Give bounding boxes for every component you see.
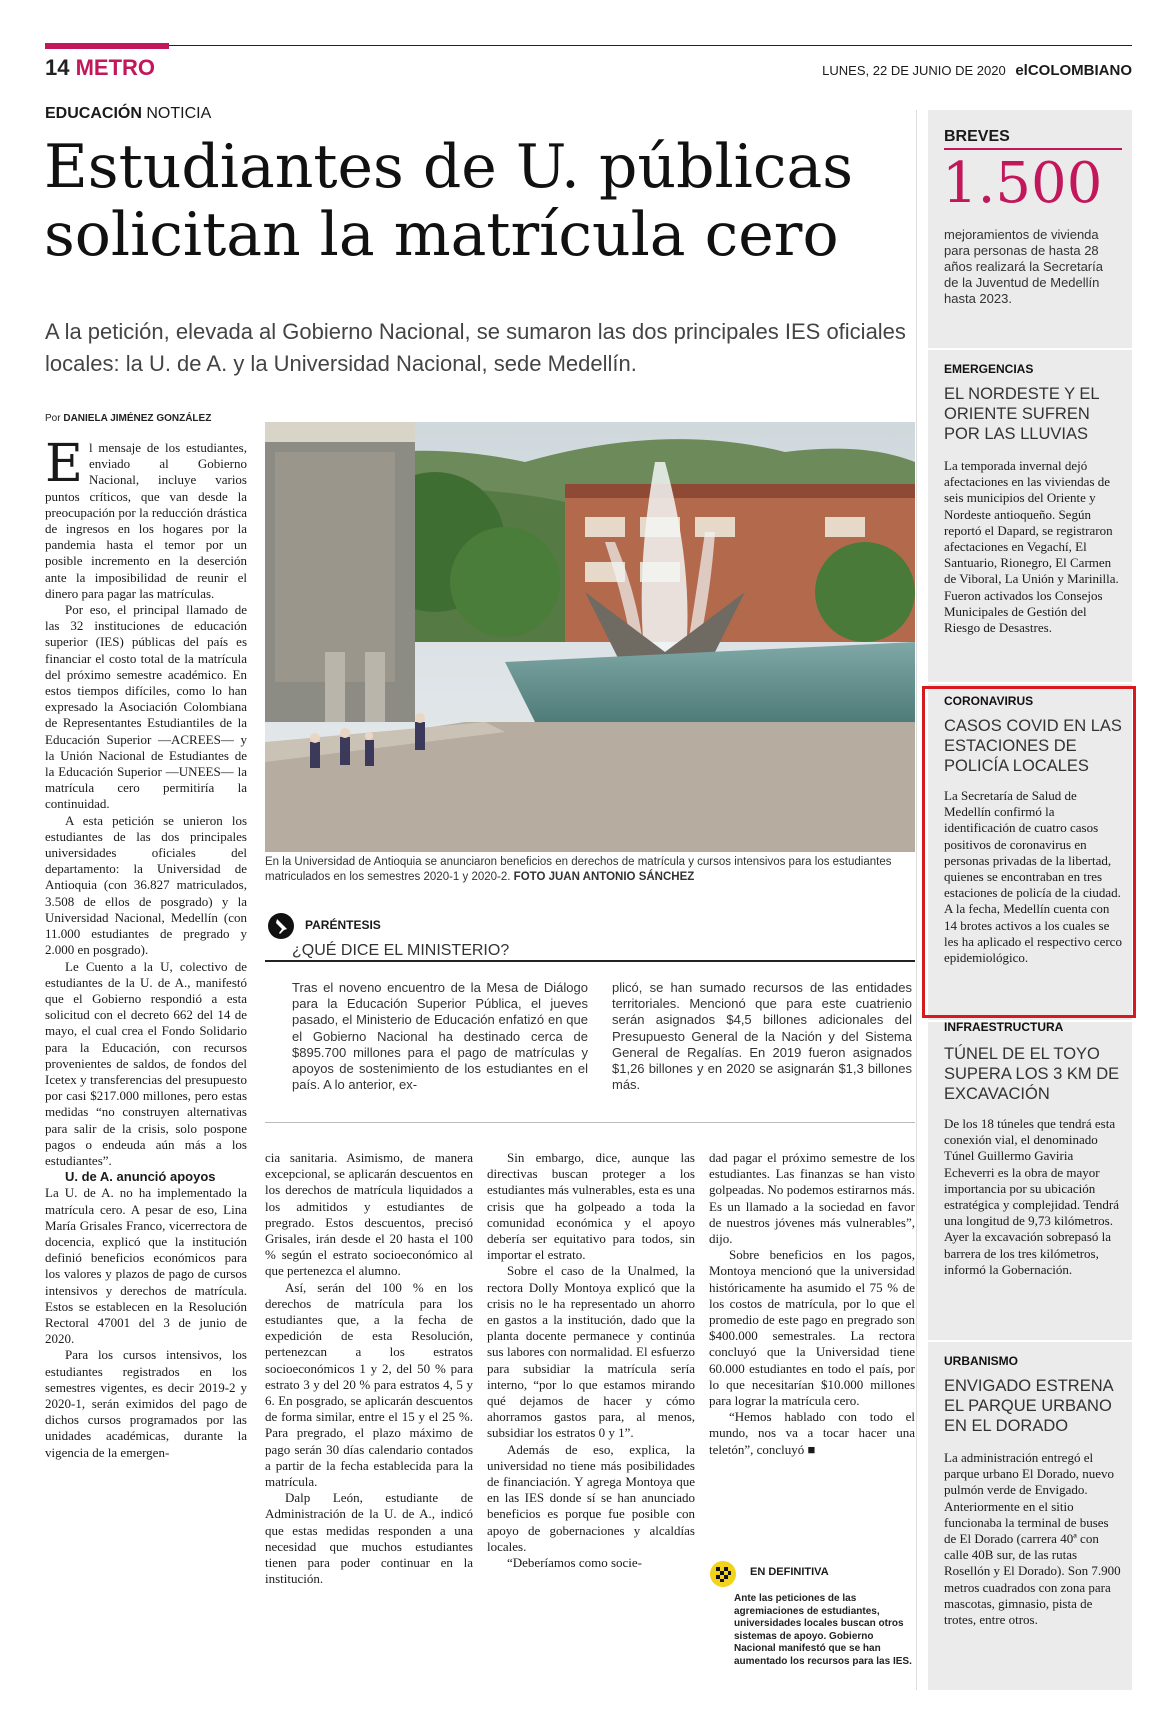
- en-definitiva-label: EN DEFINITIVA: [750, 1566, 829, 1578]
- byline: [45, 413, 211, 424]
- campus-fountain-illustration: [265, 422, 915, 852]
- sidebar-divider: [928, 1340, 1132, 1342]
- article-column-3: [487, 1150, 695, 1571]
- pin-icon: [267, 912, 295, 940]
- paragraph: Para los cursos intensivos, los estudiantes registrados en los semestres vigentes, es decir 2019-2 y 2020-1, serán eximidos del pago de dichos cursos programados por las unidades académicas, durante la vigencia de la emergen-: [45, 1347, 247, 1460]
- top-rule: [45, 45, 1132, 46]
- article-photo: [265, 422, 915, 852]
- caption-text: En la Universidad de Antioquia se anunciaron beneficios en derechos de matrícula y cursos intensivos para los estudiantes matriculados en los semestres 2020-1 y 2020-2.: [265, 856, 892, 883]
- article-column-2: [265, 1150, 473, 1587]
- brief-body-coronavirus: La Secretaría de Salud de Medellín confirmó la identificación de cuatro casos positivos de coronavirus en personas privadas de la libertad, quienes se encontraban en tres estaciones de policía de la ciudad. A la fecha, Medellín cuenta con 14 brotes activos a los cuales se les ha aplicado el respectivo cerco epidemiológico.: [944, 788, 1122, 966]
- brief-title-coronavirus: CASOS COVID EN LAS ESTACIONES DE POLICÍA LOCALES: [944, 717, 1122, 775]
- parentesis-text-col-1: Tras el noveno encuentro de la Mesa de Diálogo para la Educación Superior Pública, el jueves pasado, el Ministerio de Educación enfatizó en que el Gobierno Nacional ha destinado cerca de $895.700 millones para el pago de matrículas y apoyos de sostenimiento de los estudiantes en el país. A lo anterior, ex-: [292, 980, 588, 1093]
- breves-label: BREVES: [944, 128, 1010, 145]
- highlight-box-coronavirus: [922, 686, 1136, 1018]
- paragraph: A esta petición se unieron los estudiantes de las dos principales universidades oficiales del departamento: la Universidad de Antioquia (con 36.827 matriculados, 3.508 de ellos de posgrado) y la Universidad Nacional, Medellín (con 11.000 estudiantes de pregrado y 2.000 en posgrado).: [45, 812, 247, 958]
- brief-kicker-infraestructura: INFRAESTRUCTURA: [944, 1020, 1064, 1034]
- paragraph: Así, serán del 100 % en los derechos de matrícula para los estudiantes que, a la fecha de expedición de esta Resolución, pertenezcan a los estratos socioeconómicos 1 y 2, del 50 % para estrato 3 y del 20 % para estratos 4, 5 y 6. En posgrado, se aplicarán descuentos de forma similar, entre el 15 y el 25 %. Para pregrado, el plazo máximo de pago serán 30 días calendario contados a partir de la fecha establecida para la matrícula.: [265, 1279, 473, 1490]
- brief-kicker-emergencias: EMERGENCIAS: [944, 362, 1034, 376]
- kicker-type: NOTICIA: [146, 105, 212, 122]
- section-name: METRO: [75, 55, 156, 80]
- brief-title-emergencias: EL NORDESTE Y EL ORIENTE SUFREN POR LAS LLUVIAS: [944, 385, 1099, 443]
- paragraph: cia sanitaria. Asimismo, de manera excepcional, se aplicarán descuentos en los derechos de matrícula liquidados a los admitidos y estudiantes de pregrado. Estos descuentos, precisó Grisales, irán desde el 20 hasta el 100 % según el estrato socioeconómico al que pertenezca el alumno.: [265, 1150, 473, 1279]
- photo-credit: FOTO JUAN ANTONIO SÁNCHEZ: [513, 871, 695, 883]
- paragraph: Por eso, el principal llamado de las 32 instituciones de educación superior (IES) públicas del país es financiar el costo total de la matrícula del próximo semestre académico. En estos tiempos difíciles, como lo han expresado la Asociación Colombiana de Representantes Estudiantiles de la Educación Superior —ACREES— y la Unión Nacional de Estudiantes de la Educación Superior —UNEES— la matrícula cero permitiría la continuidad.: [45, 602, 247, 812]
- brief-title-urbanismo: ENVIGADO ESTRENA EL PARQUE URBANO EN EL DORADO: [944, 1377, 1113, 1435]
- brief-kicker-urbanismo: URBANISMO: [944, 1354, 1018, 1368]
- breves-figure-text: mejoramientos de vivienda para personas de hasta 28 años realizará la Secretaría de la Juventud de Medellín hasta 2023.: [944, 227, 1103, 306]
- parentesis-bottom-rule: [265, 1122, 915, 1123]
- paragraph: Sin embargo, dice, aunque las directivas buscan proteger a los estudiantes más vulnerables, esta es una crisis que ha golpeado a toda la comunidad económica y el apoyo debería ser equitativo para todos, sin importar el estrato.: [487, 1150, 695, 1263]
- photo-caption: [265, 855, 915, 885]
- en-definitiva-text: Ante las peticiones de las agremiaciones de estudiantes, universidades locales buscan otros sistemas de apoyo. Gobierno Nacional manifestó que se han aumentado los recursos para las IES.: [734, 1593, 912, 1667]
- brief-title-infraestructura: TÚNEL DE EL TOYO SUPERA LOS 3 KM DE EXCAVACIÓN: [944, 1045, 1120, 1103]
- parentesis-kicker: PARÉNTESIS: [305, 918, 381, 932]
- page-number: 14: [45, 55, 70, 80]
- kicker-section: EDUCACIÓN: [45, 105, 142, 122]
- sidebar-rule: [916, 110, 917, 1690]
- en-definitiva-icon: [709, 1560, 737, 1588]
- article-dek: A la petición, elevada al Gobierno Nacional, se sumaron las dos principales IES oficiales locales: la U. de A. y la Universidad Nacional, sede Medellín.: [45, 319, 906, 376]
- paragraph: Le Cuento a la U, colectivo de estudiantes de la U. de A., manifestó que el Gobierno respondió a esta solicitud con el decreto 662 del 14 de mayo, el cual crea el Fondo Solidario para la Educación, con recursos provenientes de saldos, de fondos del Icetex y transferencias del presupuesto por casi $217.000 millones, pero estas medidas “no construyen alternativas para salir de la crisis, solo pospone pagos o endeuda aún más a los estudiantes”.: [45, 958, 247, 1168]
- brief-body-urbanismo: La administración entregó el parque urbano El Dorado, nuevo pulmón verde de Envigado. Anteriormente en el sitio funcionaba la terminal de buses de El Dorado (carrera 40ª con calle 40B sur, de las rutas Rosellón y El Dorado). Son 7.900 metros cuadrados con zona para mascotas, gimnasio, pista de trotes, entre otros.: [944, 1450, 1121, 1628]
- brief-body-infraestructura: De los 18 túneles que tendrá esta conexión vial, el denominado Túnel Guillermo Gaviria Echeverri es la obra de mayor importancia por su ubicación estratégica y complejidad. Tendrá una longitud de 9,73 kilómetros. Ayer la excavación sobrepasó la barrera de los tres kilómetros, informó la Gobernación.: [944, 1116, 1119, 1277]
- breves-figure: 1.500: [942, 151, 1103, 216]
- paragraph: “Hemos hablado con todo el mundo, nos va a tocar hacer una teletón”, concluyó ■: [709, 1409, 915, 1457]
- page-header-left: [45, 55, 155, 81]
- paragraph: Sobre beneficios en los pagos, Montoya mencionó que la universidad históricamente ha asumido el 75 % de los costos de matrícula, por lo que el promedio de este pago en pregrado son $400.000 semestrales. La rectora concluyó que la Universidad tiene 60.000 estudiantes en todo el país, por lo que necesitarían $10.000 millones para lograr la matrícula cero.: [709, 1247, 915, 1409]
- article-headline: Estudiantes de U. públicas solicitan la matrícula cero: [44, 132, 854, 270]
- sidebar-divider: [928, 348, 1132, 350]
- parentesis-text-col-2: plicó, se han sumado recursos de las entidades territoriales. Mencionó que para este cuatrienio serán asignados $4,5 billones adicionales del Presupuesto General de la Nación y del Sistema General de Regalías. En 2019 fueron asignados $1,26 billones y en 2020 se asignarán $1,3 billones más.: [612, 980, 912, 1093]
- paragraph: “Deberíamos como socie-: [507, 1555, 643, 1571]
- breves-accent-bar: [944, 148, 1122, 150]
- sidebar-divider: [928, 682, 1132, 684]
- paragraph: Además de eso, explica, la universidad no tiene más posibilidades de financiación. Y agrega Montoya que en las IES donde sí se han anunciado beneficios es porque fue posible con apoyo de gobernaciones y alcaldías locales.: [487, 1441, 695, 1554]
- byline-prefix: Por: [45, 413, 61, 424]
- parentesis-title: ¿QUÉ DICE EL MINISTERIO?: [292, 942, 510, 959]
- paragraph: Dalp León, estudiante de Administración de la U. de A., indicó que estas medidas responden a una necesidad que muchos estudiantes tienen para poder continuar en la institución.: [265, 1490, 473, 1587]
- article-kicker: [45, 105, 211, 123]
- page-header-right: [770, 62, 1132, 79]
- section-color-bar: [45, 43, 169, 49]
- paragraph: La U. de A. no ha implementado la matrícula cero. A pesar de eso, Lina María Grisales Franco, vicerrectora de docencia, explicó que la institución definió beneficios económicos para los valores y plazos de pago de cursos intensivos y derechos de matrícula. Estos se establecen en la Resolución Rectoral 47001 del 3 de junio de 2020.: [45, 1185, 247, 1347]
- newspaper-brand: elCOLOMBIANO: [1015, 62, 1132, 79]
- paragraph: dad pagar el próximo semestre de los estudiantes. Las finanzas se han visto golpeadas. No podemos estirarnos más. Es un llamado a la sociedad en favor de nuestros jóvenes más vulnerables”, dijo.: [709, 1150, 915, 1247]
- issue-date: LUNES, 22 DE JUNIO DE 2020: [822, 63, 1006, 78]
- paragraph: [45, 434, 247, 602]
- paragraph: Sobre el caso de la Unalmed, la rectora Dolly Montoya explicó que la crisis no le ha representado un ahorro en gastos a la institución, dado que la planta docente permanece y continúa sus labores con normalidad. El esfuerzo para subsidiar la matrícula sería interno, “por lo que estamos mirando qué dejamos de hacer y cómo ahorramos gastos para, al menos, subsidiar los estratos 0 y 1”.: [487, 1263, 695, 1441]
- byline-author: DANIELA JIMÉNEZ GONZÁLEZ: [63, 413, 212, 424]
- article-column-4: [709, 1150, 915, 1540]
- brief-kicker-coronavirus: CORONAVIRUS: [944, 694, 1034, 708]
- paragraph-text: l mensaje de los estudiantes, enviado al Gobierno Nacional, incluye varios puntos críticos, que van desde la preocupación por la reducción drástica de ingresos en los hogares por la pandemia hasta el temor por un posible incremento en la deserción ante la imposibilidad de reunir el dinero para pagar las matrículas.: [45, 440, 247, 601]
- brief-body-emergencias: La temporada invernal dejó afectaciones en las viviendas de seis municipios del Oriente y Nordeste antioqueño. Según reportó el Dapard, se registraron afectaciones en Vegachí, El Santuario, Rionegro, El Carmen de Viboral, La Unión y Marinilla. Fueron activados los Consejos Municipales de Gestión del Riesgo de Desastres.: [944, 458, 1119, 636]
- drop-cap: E: [45, 434, 83, 494]
- article-column-1: [45, 434, 247, 1461]
- article-subhead: U. de A. anunció apoyos: [65, 1169, 216, 1185]
